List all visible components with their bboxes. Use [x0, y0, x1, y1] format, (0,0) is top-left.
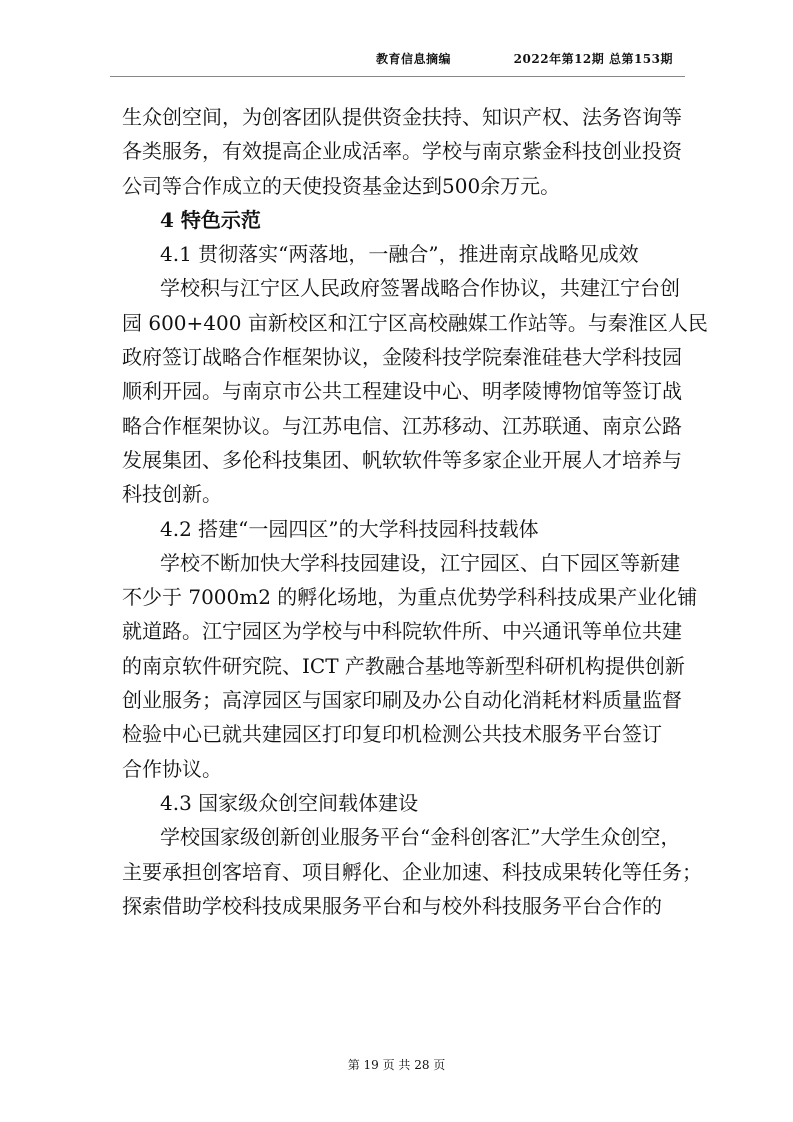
header-divider [110, 76, 685, 77]
text-line: 学校不断加快大学科技园建设，江宁园区、白下园区等新建 [160, 550, 680, 575]
text-line: 不少于 7000m2 的孵化场地，为重点优势学科科技成果产业化铺 [122, 585, 698, 610]
text-line: 政府签订战略合作框架协议，金陵科技学院秦淮硅巷大学科技园 [122, 345, 682, 370]
text-line: 顺利开园。与南京市公共工程建设中心、明孝陵博物馆等签订战 [122, 379, 682, 404]
text-line: 发展集团、多伦科技集团、帆软软件等多家企业开展人才培养与 [122, 447, 682, 472]
text-line: 探索借助学校科技成果服务平台和与校外科技服务平台合作的 [122, 893, 662, 918]
text-line: 4.2 搭建“一园四区”的大学科技园科技载体 [160, 516, 539, 541]
running-header [376, 50, 673, 67]
text-line: 科技创新。 [122, 482, 222, 507]
section-heading: 4 特色示范 [160, 207, 261, 232]
text-line: 各类服务，有效提高企业成活率。学校与南京紫金科技创业投资 [122, 139, 682, 164]
text-line: 生众创空间，为创客团队提供资金扶持、知识产权、法务咨询等 [122, 105, 682, 129]
text-line: 的南京软件研究院、ICT 产教融合基地等新型科研机构提供创新 [122, 653, 685, 678]
text-line: 创业服务；高淳园区与国家印刷及办公自动化消耗材料质量监督 [122, 688, 682, 713]
text-line: 学校国家级创新创业服务平台“金科创客汇”大学生众创空， [160, 825, 681, 850]
text-line: 公司等合作成立的天使投资基金达到500余万元。 [122, 173, 561, 198]
text-line: 略合作框架协议。与江苏电信、江苏移动、江苏联通、南京公路 [122, 413, 682, 438]
text-line: 园 600+400 亩新校区和江宁区高校融媒工作站等。与秦淮区人民 [122, 310, 708, 335]
text-line: 就道路。江宁园区为学校与中科院软件所、中兴通讯等单位共建 [122, 619, 682, 644]
issue-number: 2022年第12期 总第153期 [513, 52, 673, 66]
text-line: 4.3 国家级众创空间载体建设 [160, 790, 419, 815]
publication-title: 教育信息摘编 [375, 52, 451, 66]
text-line: 检验中心已就共建园区打印复印机检测公共技术服务平台签订 [122, 722, 662, 747]
text-line: 4.1 贯彻落实“两落地，一融合”，推进南京战略见成效 [160, 242, 639, 267]
text-line: 合作协议。 [122, 756, 222, 781]
page-footer: 第 19 页 共 28 页 [347, 1058, 446, 1072]
text-line: 主要承担创客培育、项目孵化、企业加速、科技成果转化等任务； [122, 859, 702, 884]
document-body [122, 100, 708, 923]
text-line: 学校积与江宁区人民政府签署战略合作协议，共建江宁台创 [160, 276, 680, 301]
